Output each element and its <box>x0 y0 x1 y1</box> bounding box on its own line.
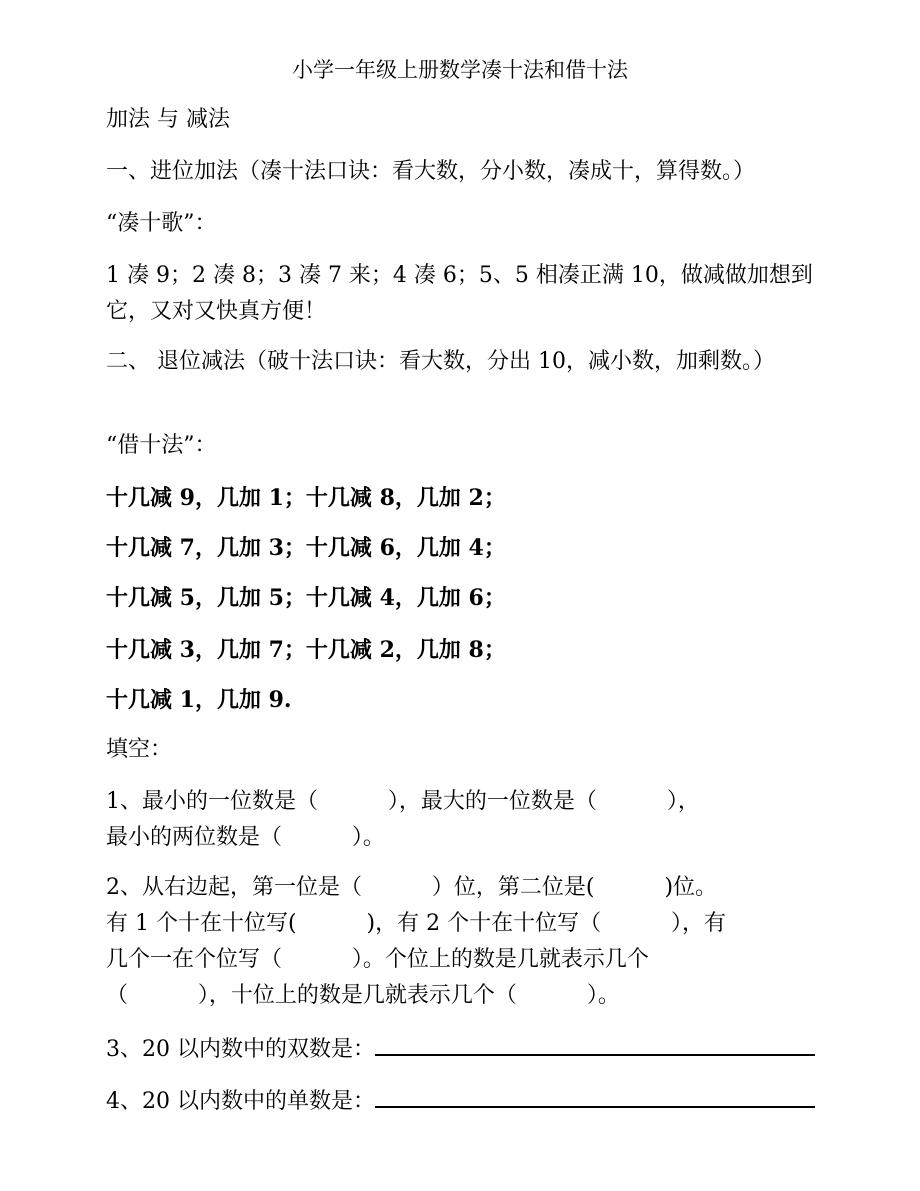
answer-line-3 <box>375 1034 815 1056</box>
rule-line-1: 十几减 9，几加 1；十几减 8，几加 2； <box>106 485 506 511</box>
song-title: “凑十歌”： <box>106 211 217 236</box>
rule-line-5: 十几减 1，几加 9. <box>106 687 292 713</box>
question-1-line-2: 最小的两位数是（ ）。 <box>106 825 385 850</box>
rule-line-2: 十几减 7，几加 3；十几减 6，几加 4； <box>106 535 506 561</box>
answer-line-4 <box>375 1086 815 1108</box>
question-1-line-1: 1、最小的一位数是（ ），最大的一位数是（ ）， <box>106 789 700 814</box>
rule-line-3: 十几减 5，几加 5；十几减 4，几加 6； <box>106 585 506 611</box>
question-2-line-3: 几个一在个位写（ ）。个位上的数是几就表示几个 <box>106 947 649 972</box>
question-3-label: 3、20 以内数中的双数是： <box>106 1037 375 1062</box>
section-one-heading: 一、进位加法（凑十法口诀：看大数，分小数，凑成十，算得数。） <box>106 159 756 184</box>
section-heading: 加法 与 减法 <box>106 107 230 132</box>
rule-line-4: 十几减 3，几加 7；十几减 2，几加 8； <box>106 637 506 663</box>
question-2-line-2: 有 1 个十在十位写( )，有 2 个十在十位写（ ），有 <box>106 911 726 936</box>
question-4 <box>106 1086 815 1116</box>
question-3 <box>106 1034 815 1064</box>
question-2-line-4: （ ），十位上的数是几就表示几个（ ）。 <box>106 983 620 1008</box>
song-line-1: 1 凑 9；2 凑 8；3 凑 7 来；4 凑 6；5、5 相凑正满 10，做减做加想到 <box>106 263 813 288</box>
page-title: 小学一年级上册数学凑十法和借十法 <box>292 58 628 82</box>
fill-blank-heading: 填空： <box>106 737 173 762</box>
question-2-line-1: 2、从右边起，第一位是（ ）位，第二位是( )位。 <box>106 875 718 900</box>
section-two-heading: 二、 退位减法（破十法口诀：看大数，分出 10，减小数，加剩数。） <box>106 349 775 374</box>
question-4-label: 4、20 以内数中的单数是： <box>106 1089 375 1114</box>
borrow-ten-title: “借十法”： <box>106 433 217 458</box>
song-line-2: 它，又对又快真方便！ <box>106 299 327 324</box>
